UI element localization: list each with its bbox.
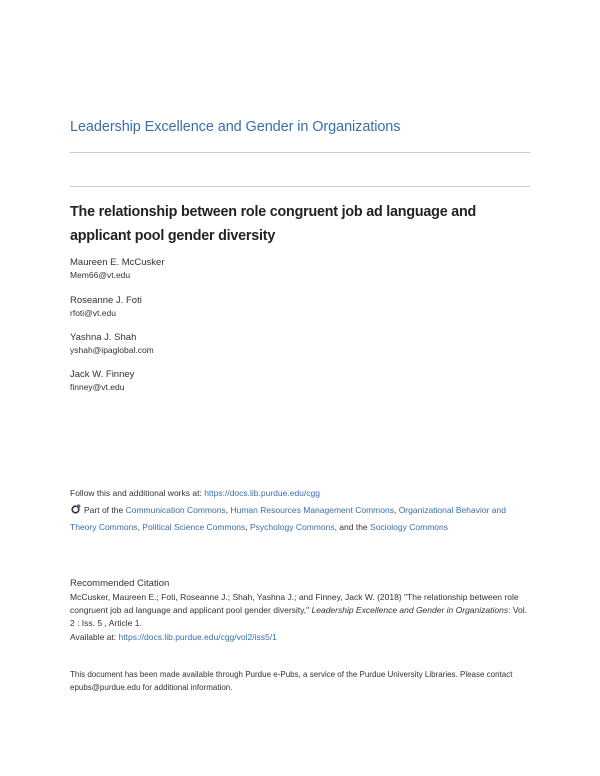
- follow-text: Follow this and additional works at:: [70, 488, 205, 498]
- separator: ,: [137, 521, 143, 532]
- author-email: rfoti@vt.edu: [70, 308, 116, 318]
- author-block: [70, 368, 134, 393]
- divider: [70, 152, 530, 153]
- commons-link-human-resources[interactable]: Human Resources Management Commons: [230, 505, 394, 515]
- citation-body: McCusker, Maureen E.; Foti, Roseanne J.; Shah, Yashna J.; and Finney, Jack W. (2018) "The relationship between role congruent job ad language and applicant pool gender diversity,": [70, 592, 519, 616]
- separator: ,: [225, 505, 231, 515]
- available-label: Available at:: [70, 631, 119, 642]
- commons-link-communication[interactable]: Communication Commons: [125, 505, 226, 515]
- citation-link[interactable]: https://docs.lib.purdue.edu/cgg/vol2/iss5/1: [118, 631, 277, 642]
- commons-link-psychology[interactable]: Psychology Commons: [250, 521, 335, 532]
- citation-volume: : Vol. 2 : Iss. 5 , Article 1.: [70, 605, 527, 629]
- part-of-lead: Part of the: [84, 505, 126, 515]
- citation-journal: Leadership Excellence and Gender in Organizations: [311, 605, 509, 616]
- follow-link[interactable]: https://docs.lib.purdue.edu/cgg: [204, 488, 320, 498]
- citation-heading: Recommended Citation: [70, 578, 170, 589]
- article-title: The relationship between role congruent job ad language and applicant pool gender diversity: [70, 204, 477, 244]
- separator: ,: [245, 521, 251, 532]
- separator: , and the: [334, 521, 371, 532]
- author-email: yshah@ipaglobal.com: [70, 345, 154, 355]
- citation-text: [70, 591, 530, 644]
- author-name: Maureen E. McCusker: [70, 257, 165, 268]
- author-name: Yashna J. Shah: [70, 332, 137, 343]
- author-name: Jack W. Finney: [70, 369, 135, 380]
- footer-note: This document has been made available through Purdue e-Pubs, a service of the Purdue University Libraries. Please contact epubs@purdue.edu for additional information.: [70, 670, 513, 692]
- commons-link-organizational-behavior[interactable]: Organizational Behavior and Theory Commons: [70, 505, 506, 532]
- part-of-line: [70, 502, 530, 535]
- author-name: Roseanne J. Foti: [70, 295, 142, 306]
- divider: [70, 186, 530, 187]
- follow-line: [70, 485, 540, 502]
- commons-link-political-science[interactable]: Political Science Commons: [142, 521, 246, 532]
- author-email: finney@vt.edu: [70, 382, 125, 392]
- separator: ,: [393, 505, 399, 515]
- author-email: Mem66@vt.edu: [70, 270, 131, 280]
- network-icon: [70, 504, 81, 515]
- author-block: [70, 256, 165, 281]
- journal-title[interactable]: Leadership Excellence and Gender in Organizations: [70, 119, 401, 135]
- author-block: [70, 331, 154, 356]
- commons-link-sociology[interactable]: Sociology Commons: [370, 521, 448, 532]
- author-block: [70, 294, 142, 319]
